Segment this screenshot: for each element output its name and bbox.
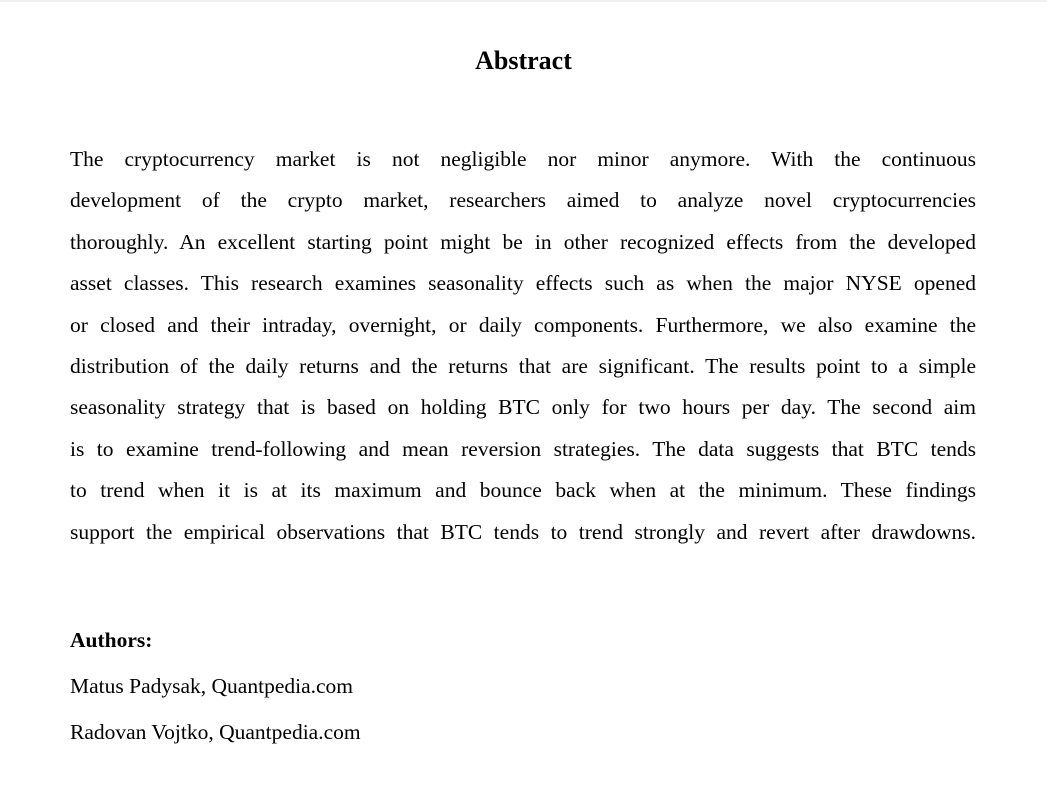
- abstract-line: thoroughly. An excellent starting point might be in other recognized effects from the developed: [70, 229, 976, 254]
- abstract-line: to trend when it is at its maximum and bounce back when at the minimum. These findings: [70, 478, 976, 503]
- abstract-line: asset classes. This research examines seasonality effects such as when the major NYSE opened: [70, 271, 976, 296]
- abstract-line: is to examine trend-following and mean reversion strategies. The data suggests that BTC tends: [70, 436, 976, 461]
- abstract-line: development of the crypto market, researchers aimed to analyze novel cryptocurrencies: [70, 188, 976, 213]
- abstract-body: [70, 139, 976, 553]
- abstract-line: distribution of the daily returns and the returns that are significant. The results point to a simple: [70, 354, 976, 379]
- author-entry: Matus Padysak, Quantpedia.com: [70, 674, 354, 698]
- abstract-line: support the empirical observations that BTC tends to trend strongly and revert after drawdowns.: [70, 519, 976, 544]
- abstract-line: The cryptocurrency market is not negligible nor minor anymore. With the continuous: [70, 147, 976, 171]
- author-entry: Radovan Vojtko, Quantpedia.com: [70, 720, 361, 744]
- authors-heading: Authors:: [70, 628, 153, 652]
- abstract-line: or closed and their intraday, overnight, or daily components. Furthermore, we also examine the: [70, 312, 976, 337]
- abstract-line: seasonality strategy that is based on holding BTC only for two hours per day. The second aim: [70, 395, 976, 420]
- abstract-heading: Abstract: [475, 46, 572, 75]
